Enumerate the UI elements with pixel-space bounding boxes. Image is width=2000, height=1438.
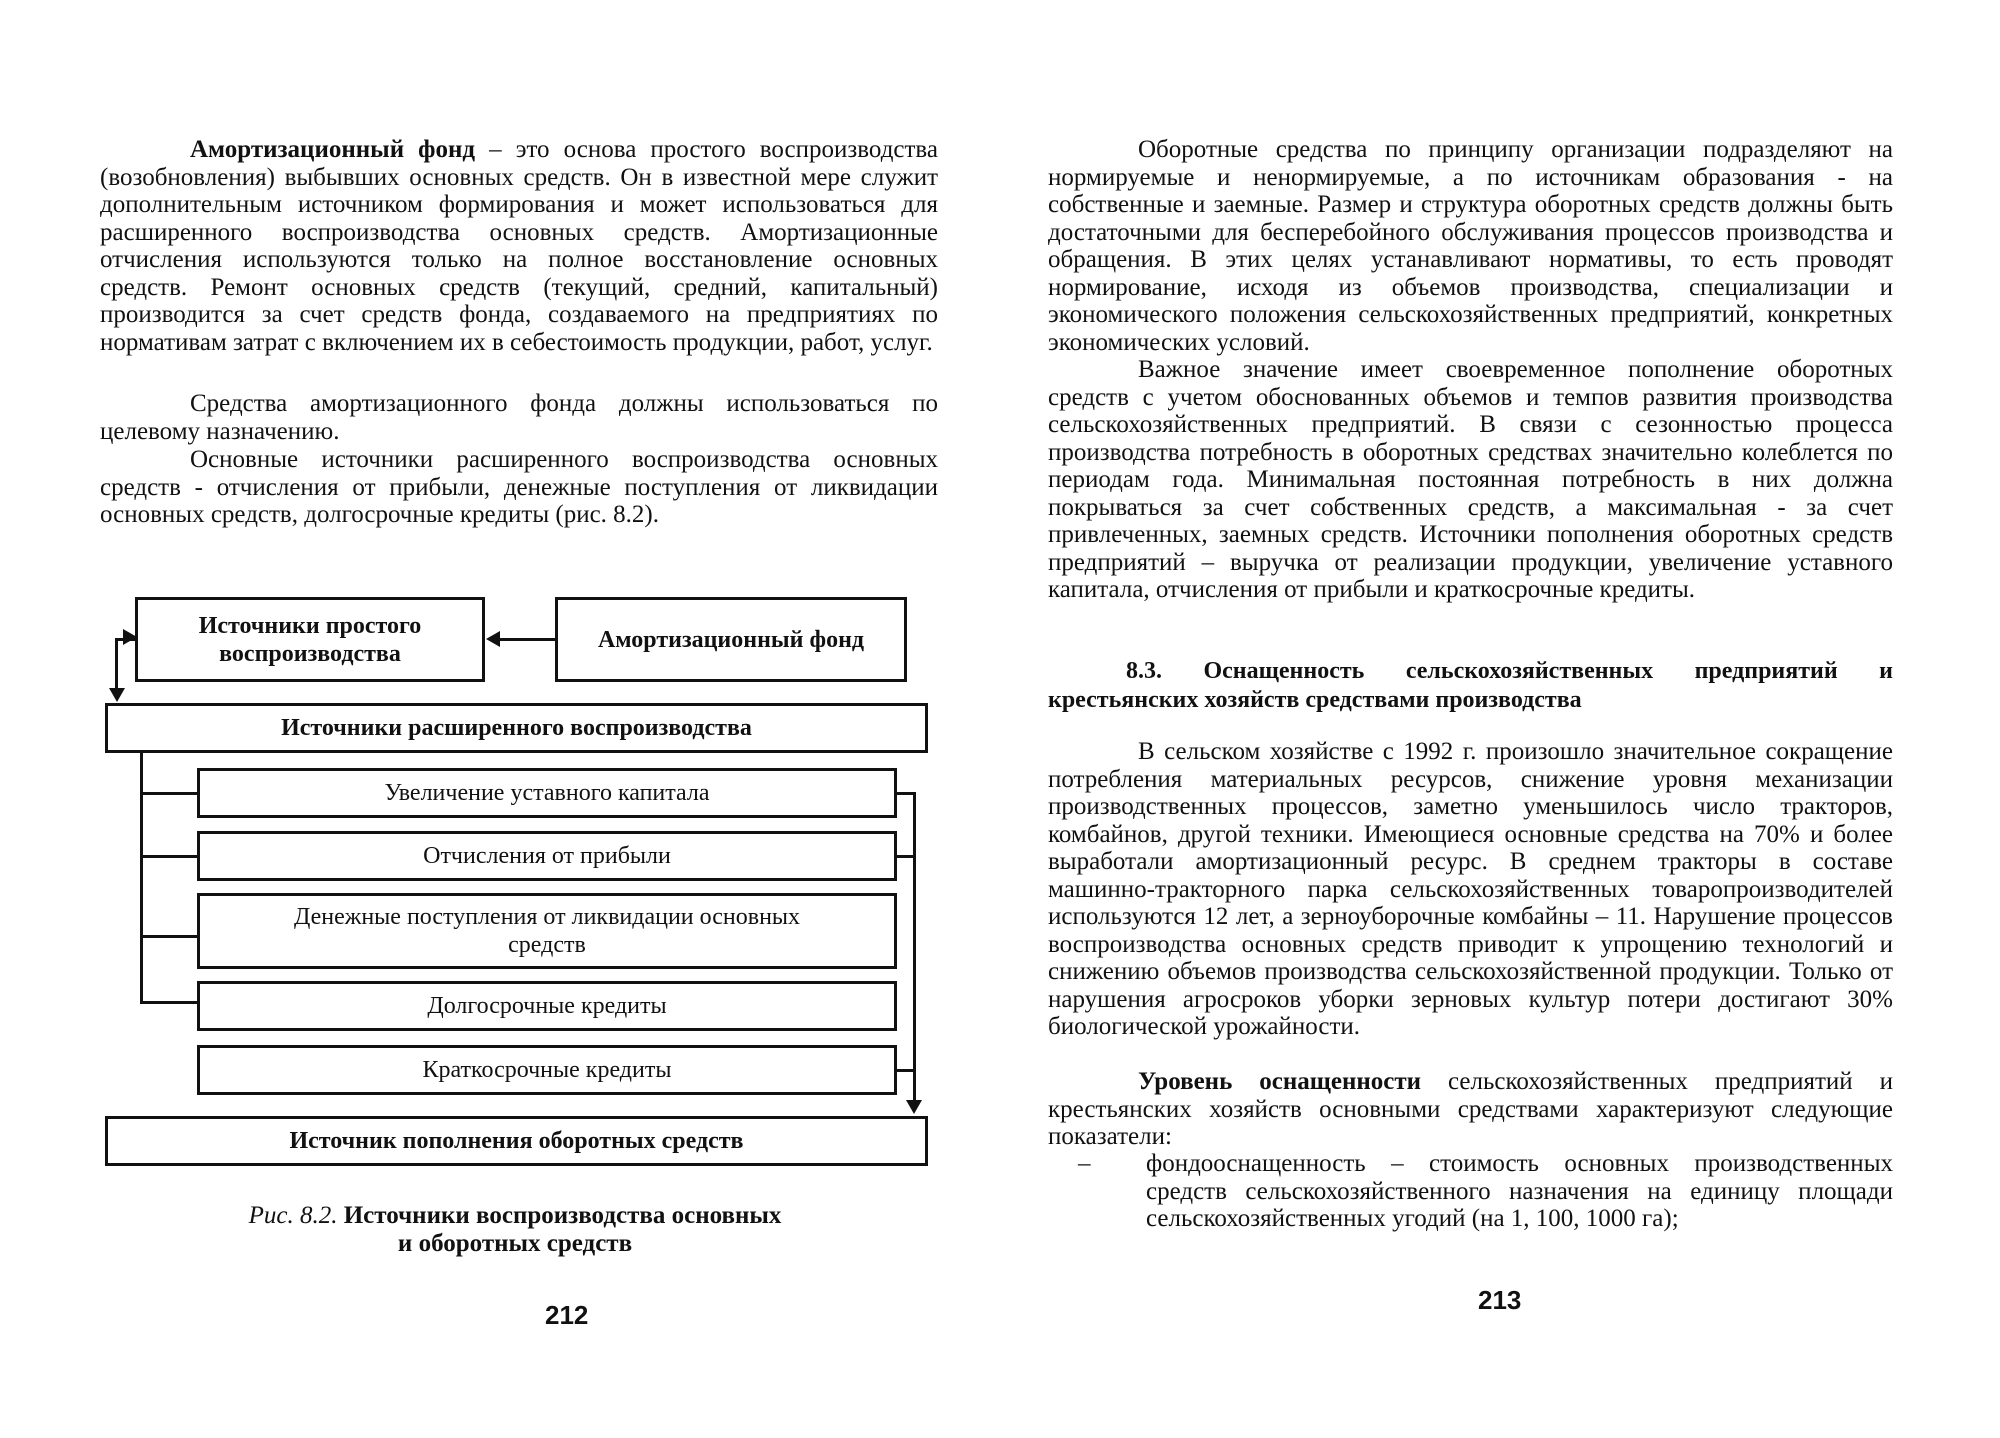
bracket-line [115,638,118,688]
box-item-short-term-loans: Краткосрочные кредиты [197,1045,897,1095]
box-item-long-term-loans: Долгосрочные кредиты [197,981,897,1031]
paragraph-text: Оборотные средства по принципу организации подразделяют на нормируемые и ненормируемые, а по источникам образования - на собственные и заемные. Размер и структура оборотных средств должны быть достаточными для бесперебойного обслуживания процессов производства и обращения. В этих целях устанавливают нормативы, то есть проводят нормирование, исходя из объемов производства, специализации и экономического положения сельскохозяйственных предприятий, конкретных экономических условий. [1048,136,1893,356]
paragraph-equipment-level [1048,1068,1893,1151]
connector-line [140,1001,197,1004]
box-simple-reproduction: Источники простого воспроизводства [135,597,485,682]
connector-line [140,935,197,938]
bullet-dash: – [1078,1150,1091,1177]
paragraph-replenishment [1048,356,1893,604]
paragraph-agriculture-since-1992 [1048,738,1893,1041]
paragraph-text: сельскохозяйственных предприятий и крестьянских хозяйств основными средствами характеризуют следующие показатели: [1048,1068,1893,1150]
paragraph-text: Важное значение имеет своевременное пополнение оборотных средств с учетом обоснованных объемов и темпов развития производства сельскохозяйственных предприятий. В связи с сезонностью процесса производства потребность в оборотных средствах значительно колеблется по периодам года. Минимальная постоянная потребность в них должна покрываться за счет собственных средств, а максимальная - за счет привлеченных, заемных средств. Источники пополнения оборотных средств предприятий – выручка от реализации продукции, увеличение уставного капитала, отчисления от прибыли и краткосрочные кредиты. [1048,356,1893,603]
paragraph-depreciation-fund [100,136,938,356]
box-item-profit-allocations: Отчисления от прибыли [197,831,897,881]
paragraph-text: Основные источники расширенного воспроизводства основных средств - отчисления от прибыли, денежные поступления от ликвидации основных средств, долгосрочные кредиты (рис. 8.2). [100,446,938,528]
right-page [1048,0,1893,1438]
box-item-liquidation-proceeds: Денежные поступления от ликвидации основных средств [197,893,897,969]
paragraph-fund-usage [100,390,938,445]
caption-line-1: Источники воспроизводства основных [343,1202,782,1229]
bullet-text: фондооснащенность – стоимость основных производственных средств сельскохозяйственного назначения на единицу площади сельскохозяйственных угодий (на 1, 100, 1000 га); [1146,1150,1893,1232]
page-number: 212 [545,1300,589,1330]
paragraph-text: В сельском хозяйстве с 1992 г. произошло значительное сокращение потребления материальных ресурсов, снижение уровня механизации производственных процессов, заметно уменьшилось число тракторов, комбайнов, другой техники. Имеющиеся основные средства на 70% и более выработали амортизационный ресурс. В среднем тракторы в составе машинно-тракторного парка сельскохозяйственных товаропроизводителей используются 12 лет, а зерноуборочные комбайны – 11. Нарушение процессов воспроизводства основных средств приводит к упрощению технологий и снижению объемов производства сельскохозяйственной продукции. Только от нарушения агросроков уборки зерновых культур потери достигают 30% биологической урожайности. [1048,738,1893,1040]
connector-line [140,753,143,1003]
connector-line [140,855,197,858]
paragraph-text: – это основа простого воспроизводства (возобновления) выбывших основных средств. Он в известной мере служит дополнительным источником формирования и может использоваться для расширенного воспроизводства основных средств. Амортизационные отчисления используются только на полное восстановление основных средств. Ремонт основных средств (текущий, средний, капитальный) производится за счет средств фонда, создаваемого на предприятиях по нормативам затрат с включением их в себестоимость продукции, работ, услуг. [100,136,939,356]
arrow-head [486,631,500,647]
connector-line [913,792,916,1102]
arrow-head [123,629,137,645]
figure-caption [185,1202,845,1258]
term-equipment-level: Уровень оснащенности [1138,1068,1422,1095]
arrow-head [109,688,125,702]
arrow-line [499,638,555,641]
box-depreciation-fund: Амортизационный фонд [555,597,907,682]
left-page [95,0,945,1438]
paragraph-working-capital [1048,136,1893,356]
paragraph-extended-sources [100,446,938,529]
caption-label: Рис. 8.2. [248,1202,338,1229]
section-heading: 8.3. Оснащенность сельскохозяйственных предприятий и крестьянских хозяйств средствами производства [1048,658,1893,713]
caption-line-2: и оборотных средств [397,1230,633,1257]
box-working-capital-source: Источник пополнения оборотных средств [105,1116,928,1166]
page-number: 213 [1478,1285,1522,1315]
box-item-charter-capital: Увеличение уставного капитала [197,768,897,818]
paragraph-text: Средства амортизационного фонда должны использоваться по целевому назначению. [100,390,938,445]
arrow-head [906,1100,922,1114]
box-extended-reproduction: Источники расширенного воспроизводства [105,703,928,753]
list-item [1078,1150,1893,1240]
term-depreciation-fund: Амортизационный фонд [190,136,476,163]
connector-line [140,792,197,795]
